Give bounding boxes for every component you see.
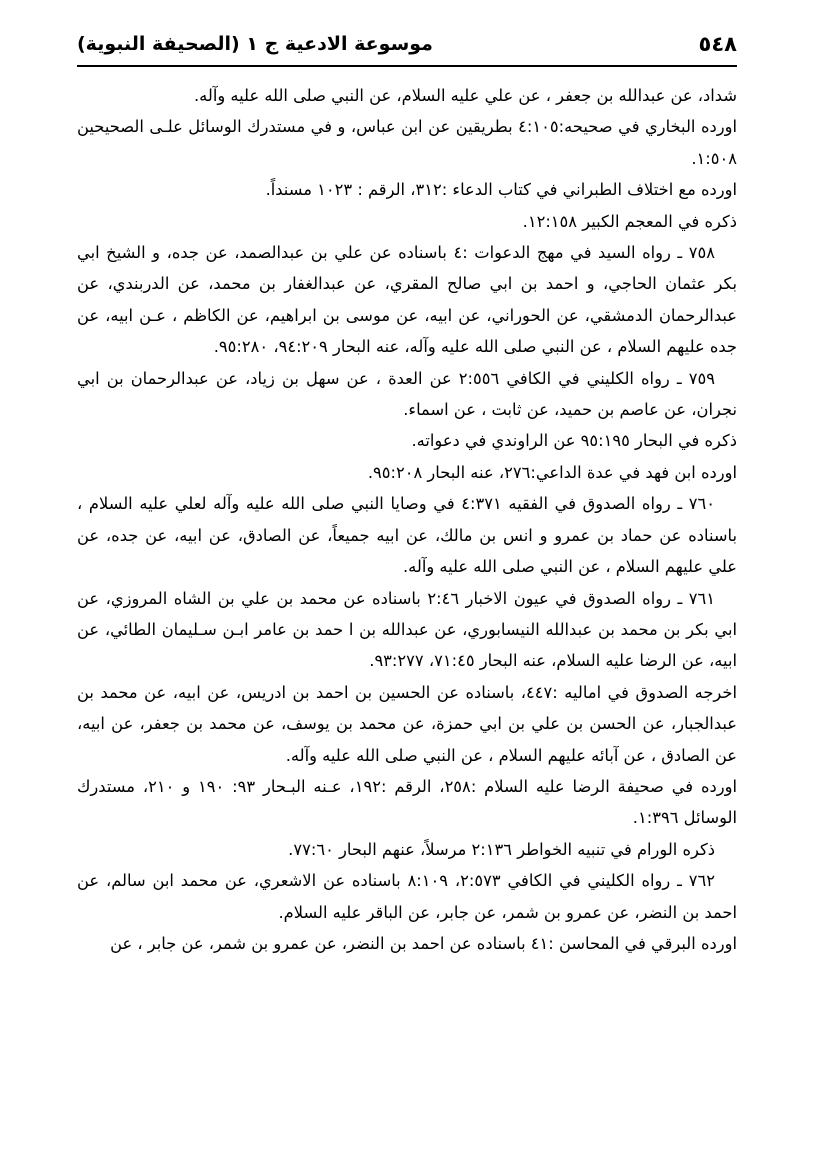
paragraph: اورده البخاري في صحيحه:٤:١٠٥ بطريقين عن ابن عباس، و في مستدرك الوسائل علـى الصحيحين ١:٥٠٨. bbox=[77, 117, 737, 168]
paragraph: شداد، عن عبدالله بن جعفر ، عن علي عليه السلام، عن النبي صلى الله عليه وآله. bbox=[193, 86, 737, 105]
page-body bbox=[77, 80, 737, 959]
paragraph: ٧٥٩ ـ رواه الكليني في الكافي ٢:٥٥٦ عن العدة ، عن سهل بن زياد، عن عبدالرحمان بن ابي نجران، عن عاصم بن حميد، عن ثابت ، عن اسماء. bbox=[77, 368, 737, 420]
paragraph: اورده مع اختلاف الطبراني في كتاب الدعاء :٣١٢، الرقم : ١٠٢٣ مسنداً. bbox=[265, 180, 737, 200]
page-header bbox=[77, 30, 737, 62]
paragraph: اورده في صحيفة الرضا عليه السلام :٢٥٨، الرقم :١٩٢، عـنه البـحار ٩٣: ١٩٠ و ٢١٠، مستدرك الوسائل ١:٣٩٦. bbox=[77, 776, 738, 828]
paragraph: اورده البرقي في المحاسن :٤١ باسناده عن احمد بن النضر، عن عمرو بن شمر، عن جابر ، عن bbox=[110, 933, 737, 953]
paragraph: اورده ابن فهد في عدة الداعي:٢٧٦، عنه البحار ٩٥:٢٠٨. bbox=[367, 462, 737, 482]
page-number: ٥٤٨ bbox=[698, 32, 737, 56]
paragraph: ٧٥٨ ـ رواه السيد في مهج الدعوات :٤ باسناده عن علي بن عبدالصمد، عن جده، و الشيخ ابي بكر عثمان الحاجي، و احمد بن ابي صالح المقري، عن عبدالغفار بن محمد، عن الدربندي، عن عبدالرحمان الدمشقي، عن الحوراني، عن ابيه، عن موسى بن ابراهيم، عن الكاظم ، عـن ابيه، عن جده عليهم السلام ، عن النبي صلى الله عليه وآله، عنه البحار ٩٤:٢٠٩، ٩٥:٢٨٠. bbox=[77, 243, 737, 357]
paragraph: ٧٦٢ ـ رواه الكليني في الكافي ٢:٥٧٣، ٨:١٠٩ باسناده عن الاشعري، عن محمد ابن سالم، عن احمد بن النضر، عن عمرو بن شمر، عن جابر، عن الباقر عليه السلام. bbox=[77, 871, 737, 922]
paragraph: ذكره في المعجم الكبير ١٢:١٥٨. bbox=[522, 211, 737, 231]
paragraph: ذكره في البحار ٩٥:١٩٥ عن الراوندي في دعواته. bbox=[411, 431, 737, 451]
header-divider bbox=[77, 65, 737, 67]
paragraph: ذكره الورام في تنبيه الخواطر ٢:١٣٦ مرسلاً، عنهم البحار ٧٧:٦٠. bbox=[288, 839, 715, 859]
running-title: موسوعة الادعية ج ١ (الصحيفة النبوية) bbox=[77, 33, 433, 55]
paragraph: ٧٦٠ ـ رواه الصدوق في الفقيه ٤:٣٧١ في وصايا النبي صلى الله عليه وآله لعلي عليه السلام ، باسناده عن حماد بن عمرو و انس بن مالك، عن ابيه جميعاً، عن الصادق، عن ابيه، عن جده، عن علي عليهم السلام ، عن النبي صلى الله عليه وآله. bbox=[77, 494, 737, 577]
paragraph: اخرجه الصدوق في اماليه :٤٤٧، باسناده عن الحسين بن احمد بن ادريس، عن ابيه، عن محمد بن عبدالجبار، عن الحسن بن علي بن ابي حمزة، عن محمد بن يوسف، عن محمد بن جعفر، عن ابيه، عن الصادق ، عن آبائه عليهم السلام ، عن النبي صلى الله عليه وآله. bbox=[77, 682, 737, 765]
paragraph: ٧٦١ ـ رواه الصدوق في عيون الاخبار ٢:٤٦ باسناده عن محمد بن علي بن الشاه المروزي، عن ابي بكر بن محمد بن عبدالله النيسابوري، عن عبدالله بن ا حمد بن عامر ابـن سـليمان الطائي، عن ابيه، عن الرضا عليه السلام، عنه البحار ٧١:٤٥، ٩٣:٢٧٧. bbox=[77, 588, 737, 671]
